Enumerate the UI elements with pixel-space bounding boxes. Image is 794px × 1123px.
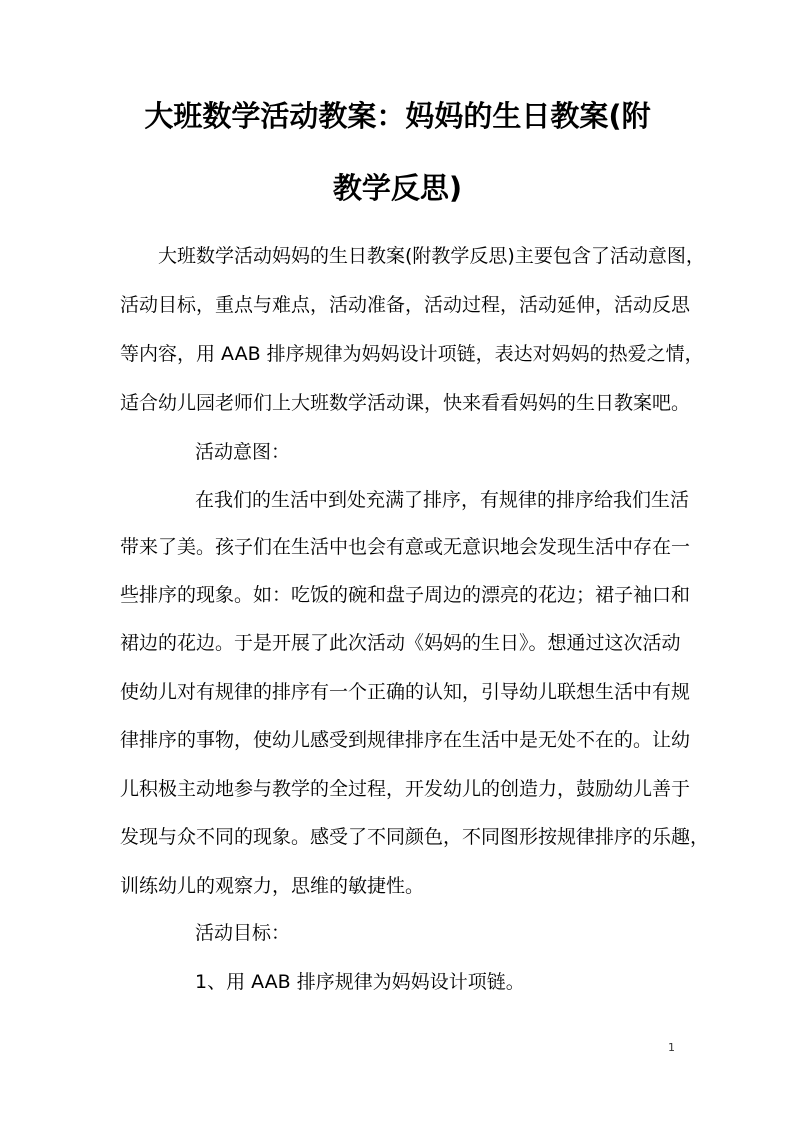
intent-line-5: 使幼儿对有规律的排序有一个正确的认知，引导幼儿联想生活中有规 [120,681,691,703]
document-title-line-1: 大班数学活动教案：妈妈的生日教案(附 [144,99,651,133]
intent-line-1: 在我们的生活中到处充满了排序，有规律的排序给我们生活 [195,489,690,511]
page-number: 1 [668,1041,675,1054]
intent-heading: 活动意图： [195,441,291,463]
intent-line-7: 儿积极主动地参与教学的全过程，开发幼儿的创造力，鼓励幼儿善于 [120,778,691,800]
intro-line-1: 大班数学活动妈妈的生日教案(附教学反思)主要包含了活动意图， [158,245,705,267]
intent-line-3: 些排序的现象。如：吃饭的碗和盘子周边的漂亮的花边；裙子袖口和 [120,584,691,606]
intent-line-2: 带来了美。孩子们在生活中也会有意或无意识地会发现生活中存在一 [120,536,691,558]
goals-heading: 活动目标： [195,922,291,944]
intro-line-4: 适合幼儿园老师们上大班数学活动课，快来看看妈妈的生日教案吧。 [120,392,691,414]
intent-line-6: 律排序的事物，使幼儿感受到规律排序在生活中是无处不在的。让幼 [120,729,691,751]
document-title-line-2: 教学反思) [332,171,463,205]
intro-line-2: 活动目标，重点与难点，活动准备，活动过程，活动延伸，活动反思 [120,294,691,316]
intent-line-8: 发现与众不同的现象。感受了不同颜色，不同图形按规律排序的乐趣， [120,826,710,848]
intent-line-9: 训练幼儿的观察力，思维的敏捷性。 [120,875,425,897]
goal-item-1: 1、用 AAB 排序规律为妈妈设计项链。 [195,971,525,993]
intro-line-3: 等内容，用 AAB 排序规律为妈妈设计项链，表达对妈妈的热爱之情， [120,343,704,365]
intent-line-4: 裙边的花边。于是开展了此次活动《妈妈的生日》。想通过这次活动 [120,632,681,654]
